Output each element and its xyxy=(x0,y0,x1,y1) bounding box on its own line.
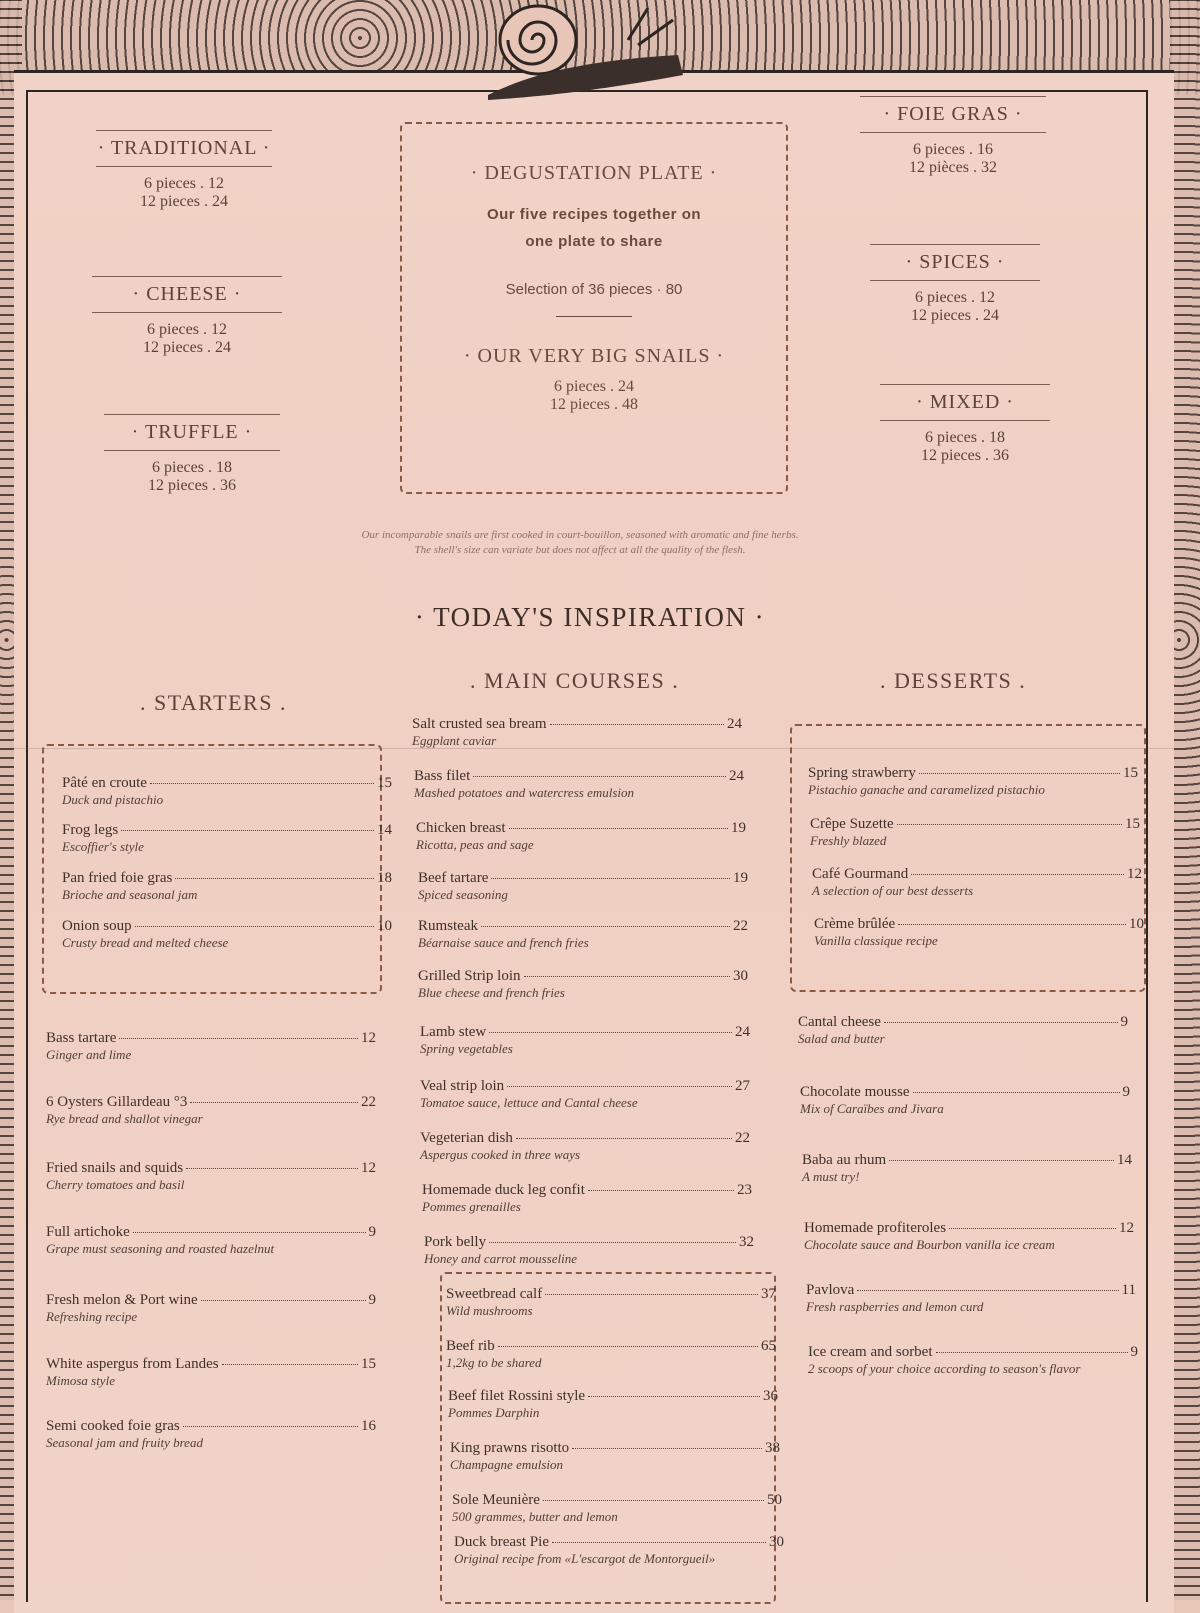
dot-leader xyxy=(524,976,731,977)
menu-item-row xyxy=(412,716,742,733)
starters-menu-item xyxy=(62,775,392,808)
menu-item-row xyxy=(62,870,392,887)
divider xyxy=(556,316,632,317)
menu-item-name: Ice cream and sorbet xyxy=(808,1344,933,1360)
desserts-menu-item xyxy=(812,866,1142,899)
mains-menu-item xyxy=(420,1078,750,1111)
menu-item-row xyxy=(800,1084,1130,1101)
dot-leader xyxy=(133,1232,366,1233)
menu-item-row xyxy=(810,816,1140,833)
menu-item-price: 23 xyxy=(737,1182,752,1198)
menu-item-price: 18 xyxy=(377,870,392,886)
menu-item-description: Pistachio ganache and caramelized pistachio xyxy=(808,782,1045,797)
degustation-desc-line1: Our five recipes together on xyxy=(486,206,702,223)
starters-menu-item xyxy=(62,822,392,855)
menu-item-row xyxy=(46,1030,376,1047)
price-6: 6 pieces . 12 xyxy=(144,175,224,192)
menu-item-description: Duck and pistachio xyxy=(62,792,164,807)
menu-item-price: 65 xyxy=(761,1338,776,1354)
snail-spices xyxy=(870,244,1040,325)
snail-spices-title: · SPICES · xyxy=(870,244,1040,281)
menu-item-description: Salad and butter xyxy=(798,1031,885,1046)
menu-item-price: 50 xyxy=(767,1492,782,1508)
menu-item-price: 24 xyxy=(735,1024,750,1040)
menu-item-price: 15 xyxy=(377,775,392,791)
menu-item-description: Fresh raspberries and lemon curd xyxy=(806,1299,984,1314)
menu-item-description: Pommes Darphin xyxy=(448,1405,540,1420)
snail-mixed-title: · MIXED · xyxy=(880,384,1050,421)
snail-cheese-title: · CHEESE · xyxy=(92,276,282,313)
menu-item-price: 12 xyxy=(1127,866,1142,882)
dot-leader xyxy=(119,1038,358,1039)
menu-item-name: Bass tartare xyxy=(46,1030,117,1046)
menu-item-description: Cherry tomatoes and basil xyxy=(46,1177,185,1192)
dot-leader xyxy=(481,926,730,927)
menu-item-name: Fried snails and squids xyxy=(46,1160,184,1176)
menu-item-description: Mix of Caraïbes and Jivara xyxy=(800,1101,944,1116)
snail-truffle xyxy=(104,414,280,495)
starters-menu-item xyxy=(46,1030,376,1063)
desserts-menu-item xyxy=(810,816,1140,849)
menu-item-description: Grape must seasoning and roasted hazelnut xyxy=(46,1241,275,1256)
menu-item-price: 14 xyxy=(377,822,392,838)
snail-traditional-title: · TRADITIONAL · xyxy=(96,130,272,167)
todays-inspiration-title: · TODAY'S INSPIRATION · xyxy=(414,602,766,632)
mains-menu-item xyxy=(420,1130,750,1163)
menu-item-name: Crème brûlée xyxy=(814,916,896,932)
dot-leader xyxy=(919,773,1120,774)
menu-item-row xyxy=(422,1182,752,1199)
menu-item-name: Bass filet xyxy=(414,768,471,784)
menu-item-row xyxy=(62,822,392,839)
menu-item-description: A must try! xyxy=(802,1169,860,1184)
menu-item-price: 9 xyxy=(368,1292,376,1308)
menu-item-description: A selection of our best desserts xyxy=(812,883,974,898)
mains-menu-item xyxy=(422,1182,752,1215)
menu-item-name: Beef tartare xyxy=(418,870,489,886)
menu-item-price: 9 xyxy=(1130,1344,1138,1360)
price-12: 12 pieces . 24 xyxy=(911,307,999,324)
dot-leader xyxy=(936,1352,1128,1353)
menu-item-price: 11 xyxy=(1121,1282,1136,1298)
starters-menu-item xyxy=(62,918,392,951)
menu-item-price: 10 xyxy=(1129,916,1144,932)
menu-item-name: Homemade profiteroles xyxy=(804,1220,947,1236)
degustation-title: · DEGUSTATION PLATE · xyxy=(470,162,718,184)
menu-item-price: 37 xyxy=(761,1286,776,1302)
menu-item-description: 2 scoops of your choice according to season's flavor xyxy=(808,1361,1081,1376)
dot-leader xyxy=(588,1396,760,1397)
menu-item-price: 15 xyxy=(361,1356,376,1372)
big-snails-price-12: 12 pieces . 48 xyxy=(550,396,638,413)
menu-item-description: Pommes grenailles xyxy=(422,1199,521,1214)
dot-leader xyxy=(135,926,374,927)
menu-item-row xyxy=(46,1224,376,1241)
menu-item-description: Mashed potatoes and watercress emulsion xyxy=(414,785,635,800)
menu-item-price: 12 xyxy=(361,1030,376,1046)
menu-item-name: Salt crusted sea bream xyxy=(412,716,547,732)
menu-item-row xyxy=(46,1292,376,1309)
menu-item-price: 16 xyxy=(361,1418,376,1434)
menu-item-row xyxy=(46,1418,376,1435)
mains-menu-item xyxy=(420,1024,750,1057)
menu-item-description: Spiced seasoning xyxy=(418,887,508,902)
menu-item-description: Original recipe from «L'escargot de Montorgueil» xyxy=(454,1551,716,1566)
starters-menu-item xyxy=(46,1094,376,1127)
desserts-menu-item xyxy=(800,1084,1130,1117)
menu-item-row xyxy=(46,1356,376,1373)
dot-leader xyxy=(898,924,1126,925)
menu-item-name: Crêpe Suzette xyxy=(810,816,894,832)
menu-item-row xyxy=(452,1492,782,1509)
menu-item-description: Seasonal jam and fruity bread xyxy=(46,1435,203,1450)
menu-item-description: Wild mushrooms xyxy=(446,1303,533,1318)
dot-leader xyxy=(884,1022,1118,1023)
price-6: 6 pieces . 16 xyxy=(913,141,993,158)
menu-item-row xyxy=(420,1078,750,1095)
price-12: 12 pieces . 24 xyxy=(143,339,231,356)
mains-menu-item xyxy=(414,768,744,801)
mains-menu-item xyxy=(452,1492,782,1525)
menu-item-name: Sweetbread calf xyxy=(446,1286,543,1302)
dot-leader xyxy=(498,1346,758,1347)
menu-item-description: Tomatoe sauce, lettuce and Cantal cheese xyxy=(420,1095,638,1110)
dot-leader xyxy=(516,1138,732,1139)
menu-item-price: 14 xyxy=(1117,1152,1132,1168)
dot-leader xyxy=(857,1290,1118,1291)
menu-item-name: Onion soup xyxy=(62,918,132,934)
menu-item-name: Duck breast Pie xyxy=(454,1534,549,1550)
dot-leader xyxy=(545,1294,758,1295)
dot-leader xyxy=(949,1228,1116,1229)
menu-item-price: 27 xyxy=(735,1078,750,1094)
desserts-menu-item xyxy=(814,916,1144,949)
menu-item-name: Chocolate mousse xyxy=(800,1084,910,1100)
dot-leader xyxy=(489,1032,732,1033)
dot-leader xyxy=(222,1364,358,1365)
dot-leader xyxy=(572,1448,762,1449)
price-12: 12 pieces . 24 xyxy=(140,193,228,210)
dot-leader xyxy=(150,783,374,784)
menu-item-description: Béarnaise sauce and french fries xyxy=(418,935,589,950)
mains-menu-item xyxy=(418,918,748,951)
snail-emblem-icon xyxy=(478,0,708,110)
menu-item-name: 6 Oysters Gillardeau °3 xyxy=(46,1094,188,1110)
menu-item-name: Pork belly xyxy=(424,1234,487,1250)
snail-note xyxy=(300,528,860,558)
desserts-heading: . DESSERTS . xyxy=(880,668,1027,693)
menu-item-row xyxy=(62,918,392,935)
price-6: 6 pieces . 18 xyxy=(152,459,232,476)
menu-item-price: 22 xyxy=(735,1130,750,1146)
menu-item-row xyxy=(46,1094,376,1111)
desserts-menu-item xyxy=(804,1220,1134,1253)
menu-item-description: Freshly blazed xyxy=(810,833,887,848)
menu-item-price: 19 xyxy=(731,820,746,836)
big-snails-price-6: 6 pieces . 24 xyxy=(554,378,634,395)
dot-leader xyxy=(889,1160,1114,1161)
menu-item-description: Rye bread and shallot vinegar xyxy=(46,1111,203,1126)
menu-item-name: Grilled Strip loin xyxy=(418,968,521,984)
menu-item-row xyxy=(450,1440,780,1457)
big-snails-title: · OUR VERY BIG SNAILS · xyxy=(463,345,725,367)
menu-item-name: Lamb stew xyxy=(420,1024,487,1040)
degustation-box xyxy=(400,122,788,494)
starters-menu-item xyxy=(46,1160,376,1193)
mains-menu-item xyxy=(418,870,748,903)
menu-item-name: Spring strawberry xyxy=(808,765,916,781)
menu-item-row xyxy=(414,768,744,785)
menu-item-description: 1,2kg to be shared xyxy=(446,1355,542,1370)
mains-menu-item xyxy=(446,1286,776,1319)
menu-item-description: Ricotta, peas and sage xyxy=(416,837,534,852)
menu-item-price: 12 xyxy=(1119,1220,1134,1236)
menu-item-name: Pâté en croute xyxy=(62,775,147,791)
menu-item-row xyxy=(46,1160,376,1177)
dot-leader xyxy=(588,1190,734,1191)
menu-item-row xyxy=(798,1014,1128,1031)
menu-item-description: 500 grammes, butter and lemon xyxy=(452,1509,618,1524)
menu-item-price: 9 xyxy=(1122,1084,1130,1100)
menu-item-price: 30 xyxy=(769,1534,784,1550)
dot-leader xyxy=(489,1242,736,1243)
toile-border-right xyxy=(1170,0,1200,1600)
menu-item-row xyxy=(446,1338,776,1355)
menu-item-name: Pavlova xyxy=(806,1282,855,1298)
mains-menu-item xyxy=(450,1440,780,1473)
menu-item-name: Cantal cheese xyxy=(798,1014,881,1030)
dot-leader xyxy=(491,878,730,879)
menu-item-price: 22 xyxy=(361,1094,376,1110)
dot-leader xyxy=(473,776,726,777)
menu-item-name: Beef filet Rossini style xyxy=(448,1388,586,1404)
menu-item-name: Fresh melon & Port wine xyxy=(46,1292,198,1308)
menu-item-name: Vegeterian dish xyxy=(420,1130,513,1146)
starters-menu-item xyxy=(62,870,392,903)
snail-traditional xyxy=(96,130,272,211)
menu-item-row xyxy=(812,866,1142,883)
dot-leader xyxy=(550,724,724,725)
menu-item-name: Sole Meunière xyxy=(452,1492,540,1508)
menu-item-row xyxy=(416,820,746,837)
desserts-menu-item xyxy=(798,1014,1128,1047)
main-courses-heading: . MAIN COURSES . xyxy=(470,668,680,693)
snail-foie-gras-title: · FOIE GRAS · xyxy=(860,96,1046,133)
snail-foie-gras xyxy=(860,96,1046,177)
menu-item-price: 38 xyxy=(765,1440,780,1456)
menu-item-description: Brioche and seasonal jam xyxy=(62,887,198,902)
dot-leader xyxy=(897,824,1122,825)
desserts-menu-item xyxy=(802,1152,1132,1185)
menu-item-row xyxy=(62,775,392,792)
dot-leader xyxy=(186,1168,358,1169)
menu-item-name: Café Gourmand xyxy=(812,866,909,882)
menu-item-name: Full artichoke xyxy=(46,1224,130,1240)
desserts-menu-item xyxy=(806,1282,1136,1315)
menu-item-description: Champagne emulsion xyxy=(450,1457,564,1472)
menu-item-row xyxy=(418,870,748,887)
dot-leader xyxy=(190,1102,358,1103)
menu-item-name: Baba au rhum xyxy=(802,1152,887,1168)
menu-item-row xyxy=(808,1344,1138,1361)
degustation-selection: Selection of 36 pieces · 80 xyxy=(505,281,683,298)
menu-item-price: 12 xyxy=(361,1160,376,1176)
dot-leader xyxy=(183,1426,358,1427)
menu-item-description: Escoffier's style xyxy=(62,839,144,854)
menu-item-price: 19 xyxy=(733,870,748,886)
menu-item-price: 30 xyxy=(733,968,748,984)
mains-menu-item xyxy=(416,820,746,853)
menu-item-price: 36 xyxy=(763,1388,778,1404)
menu-item-name: Chicken breast xyxy=(416,820,506,836)
menu-item-description: Mimosa style xyxy=(46,1373,115,1388)
starters-menu-item xyxy=(46,1356,376,1389)
snail-note-line1: Our incomparable snails are first cooked in court-bouillon, seasoned with aromatic and fine herbs. xyxy=(361,529,799,541)
starters-heading: . STARTERS . xyxy=(140,690,287,715)
menu-item-name: Frog legs xyxy=(62,822,119,838)
mains-menu-item xyxy=(424,1234,754,1267)
snail-note-line2: The shell's size can variate but does not affect at all the quality of the flesh. xyxy=(414,544,746,556)
mains-menu-item xyxy=(418,968,748,1001)
dot-leader xyxy=(552,1542,766,1543)
menu-item-description: Eggplant caviar xyxy=(412,733,497,748)
menu-item-row xyxy=(804,1220,1134,1237)
menu-item-name: Pan fried foie gras xyxy=(62,870,173,886)
menu-item-row xyxy=(424,1234,754,1251)
menu-item-description: Honey and carrot mousseline xyxy=(424,1251,577,1266)
menu-item-row xyxy=(448,1388,778,1405)
mains-menu-item xyxy=(448,1388,778,1421)
dot-leader xyxy=(507,1086,732,1087)
menu-item-name: King prawns risotto xyxy=(450,1440,570,1456)
menu-item-row xyxy=(420,1024,750,1041)
price-6: 6 pieces . 18 xyxy=(925,429,1005,446)
menu-item-name: Veal strip loin xyxy=(420,1078,505,1094)
dot-leader xyxy=(121,830,374,831)
price-6: 6 pieces . 12 xyxy=(147,321,227,338)
dot-leader xyxy=(509,828,728,829)
starters-menu-item xyxy=(46,1224,376,1257)
menu-item-description: Refreshing recipe xyxy=(46,1309,138,1324)
menu-item-row xyxy=(806,1282,1136,1299)
menu-item-row xyxy=(446,1286,776,1303)
menu-item-price: 22 xyxy=(733,918,748,934)
starters-menu-item xyxy=(46,1292,376,1325)
desserts-menu-item xyxy=(808,765,1138,798)
menu-item-price: 15 xyxy=(1125,816,1140,832)
price-6: 6 pieces . 12 xyxy=(915,289,995,306)
mains-menu-item xyxy=(454,1534,784,1567)
menu-item-description: Vanilla classique recipe xyxy=(814,933,938,948)
menu-item-row xyxy=(808,765,1138,782)
menu-item-description: Crusty bread and melted cheese xyxy=(62,935,229,950)
mains-menu-item xyxy=(412,716,742,749)
menu-item-description: Ginger and lime xyxy=(46,1047,132,1062)
menu-item-row xyxy=(418,918,748,935)
menu-item-description: Aspergus cooked in three ways xyxy=(420,1147,581,1162)
menu-item-description: Chocolate sauce and Bourbon vanilla ice cream xyxy=(804,1237,1055,1252)
menu-item-price: 10 xyxy=(377,918,392,934)
menu-item-price: 24 xyxy=(727,716,742,732)
dot-leader xyxy=(175,878,374,879)
starters-menu-item xyxy=(46,1418,376,1451)
menu-item-row xyxy=(802,1152,1132,1169)
menu-item-row xyxy=(420,1130,750,1147)
menu-item-price: 9 xyxy=(1120,1014,1128,1030)
desserts-menu-item xyxy=(808,1344,1138,1377)
dot-leader xyxy=(913,1092,1120,1093)
menu-item-price: 24 xyxy=(729,768,744,784)
menu-item-name: Semi cooked foie gras xyxy=(46,1418,180,1434)
menu-item-row xyxy=(454,1534,784,1551)
price-12: 12 pieces . 36 xyxy=(921,447,1009,464)
menu-item-row xyxy=(418,968,748,985)
menu-item-price: 9 xyxy=(368,1224,376,1240)
menu-item-description: Spring vegetables xyxy=(420,1041,513,1056)
price-12: 12 pieces . 36 xyxy=(148,477,236,494)
mains-menu-item xyxy=(446,1338,776,1371)
price-12: 12 pièces . 32 xyxy=(909,159,997,176)
menu-item-price: 15 xyxy=(1123,765,1138,781)
snail-cheese xyxy=(92,276,282,357)
snail-mixed xyxy=(880,384,1050,465)
dot-leader xyxy=(201,1300,366,1301)
menu-item-name: Homemade duck leg confit xyxy=(422,1182,585,1198)
menu-item-row xyxy=(814,916,1144,933)
degustation-desc-line2: one plate to share xyxy=(525,233,663,250)
menu-item-name: Beef rib xyxy=(446,1338,495,1354)
dot-leader xyxy=(543,1500,764,1501)
menu-item-description: Blue cheese and french fries xyxy=(418,985,565,1000)
menu-item-price: 32 xyxy=(739,1234,754,1250)
menu-item-name: Rumsteak xyxy=(418,918,478,934)
snail-truffle-title: · TRUFFLE · xyxy=(104,414,280,451)
menu-item-name: White aspergus from Landes xyxy=(46,1356,219,1372)
dot-leader xyxy=(911,874,1124,875)
